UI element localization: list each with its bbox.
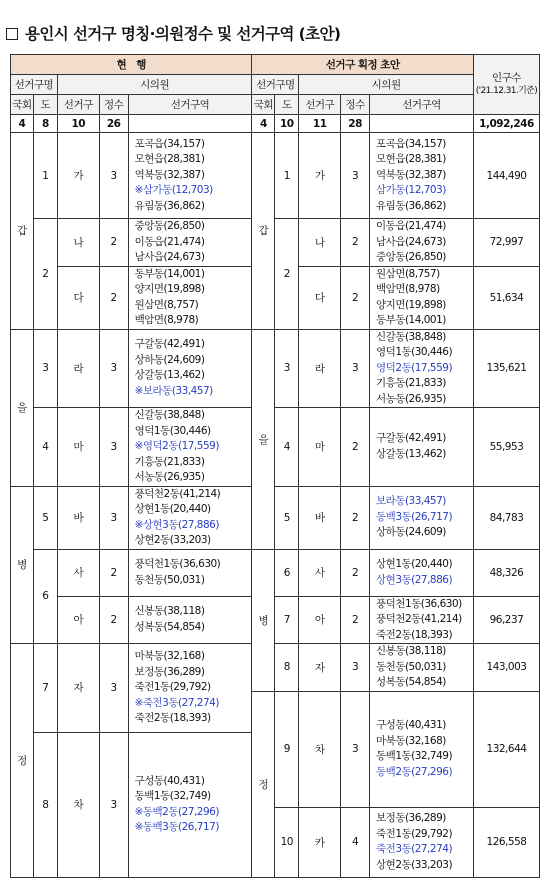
- area-entry: ※상현3동(27,886): [134, 518, 219, 531]
- new-seats-cell: 2: [341, 219, 370, 267]
- area-entry: 동백1동(32,749): [134, 790, 211, 802]
- new-district-cell: 바: [299, 486, 341, 549]
- area-entry: 상현1동(20,440): [134, 503, 211, 515]
- cur-district-cell: 다: [57, 266, 99, 329]
- cur-seats-cell: 3: [99, 732, 128, 877]
- area-entry: 동부동(14,001): [134, 267, 205, 280]
- area-entry: 죽전3동(27,274): [376, 843, 453, 855]
- area-entry: 남사읍(24,673): [134, 251, 205, 263]
- cur-seats-total: 26: [99, 115, 128, 133]
- area-entry: 성복동(54,854): [134, 620, 205, 633]
- cur-seats-cell: 2: [99, 549, 128, 596]
- header-current: 현 행: [11, 55, 252, 75]
- area-entry: 동백2동(27,296): [376, 765, 453, 778]
- new-district-cell: 자: [299, 644, 341, 692]
- new-area-cell: [370, 807, 474, 877]
- area-entry: 기흥동(21,833): [376, 377, 446, 389]
- area-entry: 성복동(54,854): [376, 676, 446, 688]
- population-cell: 96,237: [473, 596, 539, 644]
- area-entry: 상갈동(13,462): [134, 369, 205, 382]
- cur-district-cell: 마: [57, 408, 99, 487]
- new-district-header: 선거구: [299, 95, 341, 115]
- area-entry: 상현3동(27,886): [376, 573, 453, 586]
- area-entry: 상하동(24,609): [134, 353, 205, 366]
- population-cell: 55,953: [473, 408, 539, 487]
- area-entry: 영덕2동(17,559): [376, 361, 453, 374]
- area-entry: 보라동(33,457): [376, 495, 446, 508]
- body-row: [11, 549, 540, 596]
- area-entry: 동천동(50,031): [134, 573, 205, 586]
- body-row: [11, 329, 540, 408]
- area-entry: 포곡읍(34,157): [376, 137, 446, 150]
- cur-province-cell: 8: [33, 732, 57, 877]
- cur-area-cell: [128, 486, 252, 549]
- cur-province-cell: 7: [33, 644, 57, 733]
- area-entry: 신봉동(38,118): [134, 605, 205, 618]
- area-entry: 역북동(32,387): [376, 168, 446, 181]
- area-entry: 동천동(50,031): [376, 660, 446, 673]
- area-entry: 유림동(36,862): [134, 199, 205, 212]
- area-entry: 상현2동(33,203): [134, 534, 211, 546]
- area-entry: 죽전2동(18,393): [134, 712, 211, 724]
- area-entry: 이동읍(21,474): [376, 220, 446, 232]
- area-entry: 포곡읍(34,157): [134, 137, 205, 150]
- area-entry: 풍덕천2동(41,214): [376, 613, 462, 625]
- new-assembly-cell: 갑: [252, 133, 275, 330]
- cur-district-total: 10: [57, 115, 99, 133]
- cur-seats-header: 정수: [99, 95, 128, 115]
- area-entry: 백암면(8,978): [376, 283, 440, 295]
- new-assembly-cell: 병: [252, 549, 275, 691]
- area-entry: 풍덕천2동(41,214): [134, 487, 221, 500]
- area-entry: 역북동(32,387): [134, 168, 205, 181]
- cur-seats-cell: 3: [99, 644, 128, 733]
- new-district-cell: 나: [299, 219, 341, 267]
- new-district-name-header: 선거구명: [252, 75, 299, 95]
- new-district-cell: 아: [299, 596, 341, 644]
- area-entry: 보정동(36,289): [134, 665, 205, 678]
- new-district-cell: 마: [299, 408, 341, 487]
- header-population: [473, 55, 539, 115]
- new-area-cell: [370, 133, 474, 219]
- new-province-cell: 5: [275, 486, 299, 549]
- population-cell: 72,997: [473, 219, 539, 267]
- cur-province-cell: 6: [33, 549, 57, 644]
- new-province-cell: 6: [275, 549, 299, 596]
- area-entry: 신갈동(38,848): [376, 330, 446, 343]
- new-assembly-total: 4: [252, 115, 275, 133]
- area-entry: 죽전2동(18,393): [376, 628, 453, 641]
- population-cell: 135,621: [473, 329, 539, 408]
- area-entry: 모현읍(28,381): [134, 153, 205, 166]
- cur-district-cell: 바: [57, 486, 99, 549]
- new-district-cell: 카: [299, 807, 341, 877]
- population-note: ('21.12.31.기준): [475, 85, 538, 96]
- new-district-cell: 사: [299, 549, 341, 596]
- area-entry: 영덕1동(30,446): [376, 346, 453, 358]
- new-province-cell: 9: [275, 691, 299, 807]
- area-entry: 죽전1동(29,792): [134, 681, 211, 693]
- cur-assembly-total: 4: [11, 115, 34, 133]
- totals-row: [11, 115, 540, 133]
- area-entry: 모현읍(28,381): [376, 153, 446, 166]
- new-area-cell: [370, 644, 474, 692]
- cur-seats-cell: 3: [99, 133, 128, 219]
- cur-district-cell: 가: [57, 133, 99, 219]
- new-province-header: 도: [275, 95, 299, 115]
- area-entry: 구성동(40,431): [376, 719, 446, 731]
- body-row: [11, 133, 540, 219]
- header-proposed: 선거구 획정 초안: [252, 55, 474, 75]
- area-entry: 원삼면(8,757): [376, 267, 440, 280]
- area-entry: 구갈동(42,491): [134, 338, 205, 351]
- cur-province-cell: 5: [33, 486, 57, 549]
- area-entry: 기흥동(21,833): [134, 455, 205, 468]
- cur-district-cell: 사: [57, 549, 99, 596]
- population-cell: 84,783: [473, 486, 539, 549]
- new-area-header: 선거구역: [370, 95, 474, 115]
- area-entry: 마북동(32,168): [134, 650, 205, 662]
- table-body: [11, 55, 540, 878]
- cur-area-total: [128, 115, 252, 133]
- area-entry: ※영덕2동(17,559): [134, 440, 219, 452]
- new-seats-cell: 2: [341, 408, 370, 487]
- area-entry: ※동백3동(26,717): [134, 821, 219, 833]
- area-entry: 동부동(14,001): [376, 314, 446, 326]
- new-district-cell: 차: [299, 691, 341, 807]
- area-entry: 백암면(8,978): [134, 314, 199, 326]
- new-seats-cell: 3: [341, 329, 370, 408]
- new-area-cell: [370, 329, 474, 408]
- cur-seats-cell: 2: [99, 219, 128, 267]
- new-assembly-cell: 정: [252, 691, 275, 877]
- new-seats-total: 28: [341, 115, 370, 133]
- new-district-cell: 다: [299, 266, 341, 329]
- new-province-cell: 8: [275, 644, 299, 692]
- cur-assembly-cell: 정: [11, 644, 34, 878]
- cur-area-cell: [128, 266, 252, 329]
- cur-province-cell: 4: [33, 408, 57, 487]
- new-province-cell: 7: [275, 596, 299, 644]
- area-entry: 동백3동(26,717): [376, 510, 453, 523]
- cur-district-header: 선거구: [57, 95, 99, 115]
- new-area-cell: [370, 408, 474, 487]
- area-entry: 양지면(19,898): [376, 298, 446, 311]
- cur-district-cell: 나: [57, 219, 99, 267]
- cur-province-cell: 1: [33, 133, 57, 219]
- new-seats-cell: 2: [341, 549, 370, 596]
- area-entry: 남사읍(24,673): [376, 235, 446, 248]
- new-province-cell: 10: [275, 807, 299, 877]
- new-seats-cell: 3: [341, 644, 370, 692]
- population-cell: 144,490: [473, 133, 539, 219]
- area-entry: 중앙동(26,850): [134, 220, 205, 232]
- area-entry: 신봉동(38,118): [376, 645, 446, 657]
- cur-area-cell: [128, 408, 252, 487]
- district-table: [10, 54, 540, 878]
- new-province-cell: 1: [275, 133, 299, 219]
- new-area-cell: [370, 596, 474, 644]
- new-seats-cell: 4: [341, 807, 370, 877]
- new-area-cell: [370, 549, 474, 596]
- cur-area-header: 선거구역: [128, 95, 252, 115]
- area-entry: 구성동(40,431): [134, 774, 205, 787]
- area-entry: 풍덕천1동(36,630): [376, 597, 462, 610]
- body-row: [11, 644, 540, 692]
- new-assembly-header: 국회: [252, 95, 275, 115]
- cur-assembly-cell: 갑: [11, 133, 34, 330]
- area-entry: ※삼가동(12,703): [134, 184, 213, 197]
- cur-seats-cell: 3: [99, 486, 128, 549]
- area-entry: 상현1동(20,440): [376, 558, 453, 570]
- cur-area-cell: [128, 329, 252, 408]
- new-seats-cell: 2: [341, 266, 370, 329]
- new-area-cell: [370, 266, 474, 329]
- cur-area-cell: [128, 732, 252, 877]
- new-province-total: 10: [275, 115, 299, 133]
- cur-area-cell: [128, 596, 252, 644]
- new-area-cell: [370, 219, 474, 267]
- new-seats-cell: 2: [341, 486, 370, 549]
- new-seats-cell: 3: [341, 133, 370, 219]
- header-row-3: [11, 95, 540, 115]
- cur-province-header: 도: [33, 95, 57, 115]
- cur-area-cell: [128, 549, 252, 596]
- area-entry: 유림동(36,862): [376, 199, 446, 212]
- new-seats-cell: 2: [341, 596, 370, 644]
- header-row-1: [11, 55, 540, 75]
- area-entry: 죽전1동(29,792): [376, 827, 453, 840]
- new-province-cell: 3: [275, 329, 299, 408]
- new-seats-cell: 3: [341, 691, 370, 807]
- new-area-cell: [370, 691, 474, 807]
- area-entry: 보정동(36,289): [376, 812, 446, 824]
- cur-province-cell: 2: [33, 219, 57, 330]
- checkbox-square-icon: [6, 28, 18, 40]
- body-row: [11, 486, 540, 549]
- area-entry: 이동읍(21,474): [134, 235, 205, 248]
- new-seats-header: 정수: [341, 95, 370, 115]
- document-title-text: 용인시 선거구 명칭·의원정수 및 선거구역 (초안): [25, 25, 341, 43]
- area-entry: 동백1동(32,749): [376, 750, 453, 762]
- cur-assembly-cell: 병: [11, 486, 34, 644]
- population-cell: 48,326: [473, 549, 539, 596]
- body-row: [11, 596, 540, 644]
- area-entry: 신갈동(38,848): [134, 409, 205, 421]
- body-row: [11, 408, 540, 487]
- area-entry: 상현2동(33,203): [376, 858, 453, 871]
- cur-province-cell: 3: [33, 329, 57, 408]
- area-entry: 영덕1동(30,446): [134, 424, 211, 437]
- cur-assembly-cell: 을: [11, 329, 34, 486]
- new-area-total: [370, 115, 474, 133]
- area-entry: 중앙동(26,850): [376, 251, 446, 263]
- cur-assembly-header: 국회: [11, 95, 34, 115]
- area-entry: 상갈동(13,462): [376, 447, 446, 460]
- population-total: 1,092,246: [473, 115, 539, 133]
- area-entry: 양지면(19,898): [134, 283, 205, 295]
- population-cell: 132,644: [473, 691, 539, 807]
- population-label: 인구수: [492, 71, 521, 84]
- cur-district-name-header: 선거구명: [11, 75, 58, 95]
- area-entry: 마북동(32,168): [376, 734, 446, 747]
- new-province-cell: 2: [275, 219, 299, 330]
- population-cell: 126,558: [473, 807, 539, 877]
- area-entry: 서농동(26,935): [134, 471, 205, 483]
- body-row: [11, 219, 540, 267]
- cur-seats-cell: 2: [99, 266, 128, 329]
- cur-seats-cell: 3: [99, 329, 128, 408]
- area-entry: 상하동(24,609): [376, 526, 446, 539]
- area-entry: 삼가동(12,703): [376, 184, 446, 197]
- population-cell: 143,003: [473, 644, 539, 692]
- new-district-cell: 가: [299, 133, 341, 219]
- cur-area-cell: [128, 644, 252, 733]
- population-cell: 51,634: [473, 266, 539, 329]
- area-entry: 원삼면(8,757): [134, 298, 199, 311]
- area-entry: ※보라동(33,457): [134, 384, 213, 397]
- header-row-2: [11, 75, 540, 95]
- area-entry: 풍덕천1동(36,630): [134, 558, 221, 570]
- cur-district-cell: 아: [57, 596, 99, 644]
- area-entry: ※죽전3동(27,274): [134, 696, 219, 709]
- new-council-header: 시의원: [299, 75, 474, 95]
- new-district-cell: 라: [299, 329, 341, 408]
- area-entry: 서농동(26,935): [376, 392, 446, 405]
- cur-district-cell: 라: [57, 329, 99, 408]
- cur-district-cell: 차: [57, 732, 99, 877]
- cur-province-total: 8: [33, 115, 57, 133]
- new-province-cell: 4: [275, 408, 299, 487]
- document-title: [6, 22, 340, 44]
- cur-area-cell: [128, 133, 252, 219]
- new-district-total: 11: [299, 115, 341, 133]
- cur-council-header: 시의원: [57, 75, 252, 95]
- cur-district-cell: 자: [57, 644, 99, 733]
- area-entry: ※동백2동(27,296): [134, 805, 219, 818]
- cur-area-cell: [128, 219, 252, 267]
- new-assembly-cell: 을: [252, 329, 275, 549]
- cur-seats-cell: 3: [99, 408, 128, 487]
- new-area-cell: [370, 486, 474, 549]
- area-entry: 구갈동(42,491): [376, 432, 446, 445]
- cur-seats-cell: 2: [99, 596, 128, 644]
